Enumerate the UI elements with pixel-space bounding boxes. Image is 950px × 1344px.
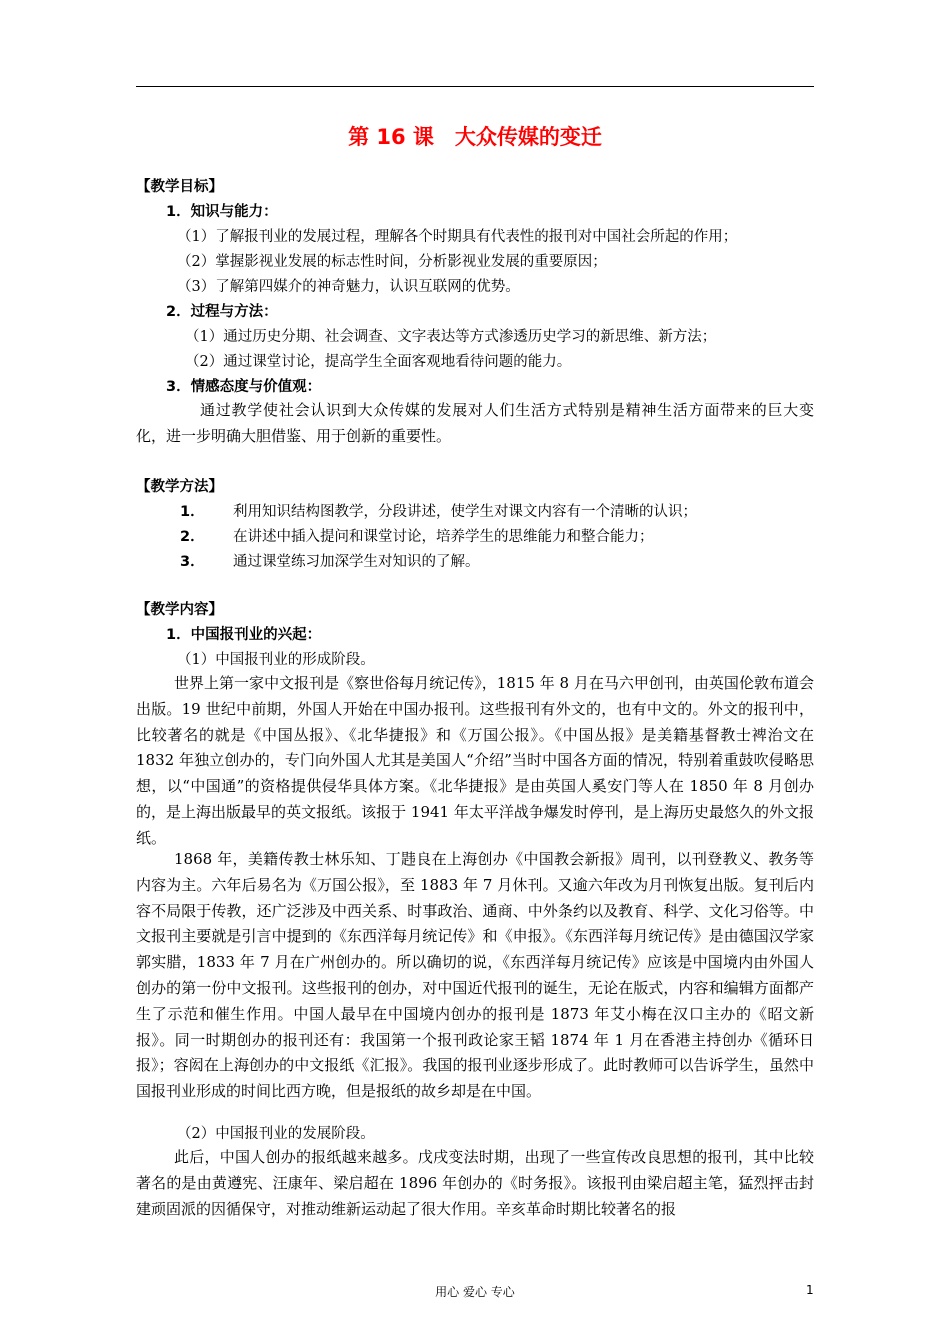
objectives-s2-item: （2）通过课堂讨论，提高学生全面客观地看待问题的能力。 [185,354,572,370]
content-paragraph-3: 此后，中国人创办的报纸越来越多。戊戌变法时期，出现了一些宣传改良思想的报刊，其中比较著名的是由黄遵宪、汪康年、梁启超在 1896 年创办的《时务报》。该报刊由梁启超主笔，猛烈抨击封建顽固派的因循保守，对推动维新运动起了很大作用。辛亥革命时期比较著名的报 [136,1148,814,1218]
method-number: 2． [180,529,205,545]
method-text: 利用知识结构图教学，分段讲述，使学生对课文内容有一个清晰的认识； [233,504,697,520]
method-number: 3． [180,554,205,570]
objectives-heading: 【教学目标】 [136,179,223,195]
content-paragraph-1: 世界上第一家中文报刊是《察世俗每月统记传》，1815 年 8 月在马六甲创刊，由英国伦敦布道会出版。19 世纪中前期，外国人开始在中国办报刊。这些报刊有外文的，也有中文的。外文的报刊中，比较著名的就是《中国丛报》、《北华捷报》和《万国公报》。《中国丛报》是美籍基督教士裨治文在 1832 年独立创办的，专门向外国人尤其是美国人“介绍”当时中国各方面的情况，特别着重鼓吹侵略思想，以“中国通”的资格提供侵华具体方案。《北华捷报》是由英国人奚安门等人在 1850 年 8 月创办的，是上海出版最早的英文报纸。该报于 1941 年太平洋战争爆发时停刊，是上海历史最悠久的外文报纸。 [136,674,814,847]
content-sub2: （2）中国报刊业的发展阶段。 [177,1126,375,1142]
method-item [180,526,654,548]
footer-motto: 用心 爱心 专心 [435,1285,515,1299]
objectives-s3-text: 通过教学使社会认识到大众传媒的发展对人们生活方式特别是精神生活方面带来的巨大变化，进一步明确大胆借鉴、用于创新的重要性。 [136,401,814,445]
content-heading: 【教学内容】 [136,602,223,618]
objectives-s2-heading: 2．过程与方法： [166,304,278,320]
header-rule [136,86,814,87]
objectives-s1-item: （2）掌握影视业发展的标志性时间，分析影视业发展的重要原因； [177,254,607,270]
method-item [180,551,480,573]
lesson-title: 第 16 课 大众传媒的变迁 [348,125,602,149]
method-text: 在讲述中插入提问和课堂讨论，培养学生的思维能力和整合能力； [233,529,654,545]
method-number: 1． [180,504,205,520]
method-text: 通过课堂练习加深学生对知识的了解。 [233,554,480,570]
objectives-s1-heading: 1．知识与能力： [166,204,278,220]
content-paragraph-2: 1868 年，美籍传教士林乐知、丁韪良在上海创办《中国教会新报》周刊，以刊登教义、教务等内容为主。六年后易名为《万国公报》，至 1883 年 7 月休刊。又逾六年改为月刊恢复出版。复刊后内容不局限于传教，还广泛涉及中西关系、时事政治、通商、中外条约以及教育、科学、文化习俗等。中文报刊主要就是引言中提到的《东西洋每月统记传》和《申报》。《东西洋每月统记传》是由德国汉学家郭实腊，1833 年 7 月在广州创办的。所以确切的说，《东西洋每月统记传》应该是中国境内由外国人创办的第一份中文报刊。这些报刊的创办，对中国近代报刊的诞生，无论在版式，内容和编辑方面都产生了示范和催生作用。中国人最早在中国境内创办的报刊是 1873 年艾小梅在汉口主办的《昭文新报》。同一时期创办的报刊还有：我国第一个报刊政论家王韬 1874 年 1 月在香港主持创办《循环日报》；容闳在上海创办的中文报纸《汇报》。我国的报刊业逐步形成了。此时教师可以告诉学生，虽然中国报刊业形成的时间比西方晚，但是报纸的故乡却是在中国。 [136,850,814,1101]
content-sub1: （1）中国报刊业的形成阶段。 [177,652,375,668]
content-s1-heading: 1．中国报刊业的兴起： [166,627,322,643]
method-item [180,501,697,523]
objectives-s1-item: （1）了解报刊业的发展过程，理解各个时期具有代表性的报刊对中国社会所起的作用； [177,229,738,245]
page-number: 1 [806,1283,814,1297]
objectives-s2-item: （1）通过历史分期、社会调查、文字表达等方式渗透历史学习的新思维、新方法； [185,329,717,345]
objectives-s1-item: （3）了解第四媒介的神奇魅力，认识互联网的优势。 [177,279,520,295]
objectives-s3-heading: 3．情感态度与价值观： [166,379,322,395]
methods-heading: 【教学方法】 [136,479,223,495]
